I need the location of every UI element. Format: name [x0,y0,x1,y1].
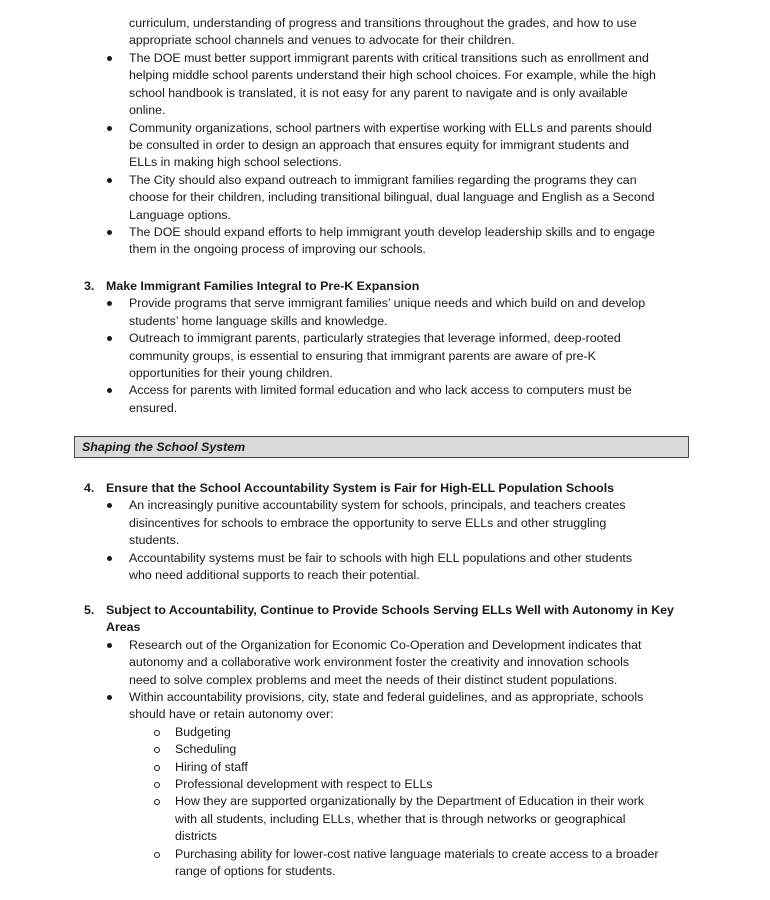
bullet-text-line: The DOE must better support immigrant parents with critical transitions such as enrollment and [129,51,649,65]
section-heading: Areas [106,620,141,635]
bullet-text-line: helping middle school parents understand their high school choices. For example, while the high [129,68,656,83]
sub-bullet-text-line: Purchasing ability for lower-cost native language materials to create access to a broader [175,846,659,861]
bullet-text-line: The City should also expand outreach to immigrant families regarding the programs they can [129,172,637,187]
bullet-text-line: need to solve complex problems and meet the needs of their distinct student populations. [129,672,618,687]
bullet-marker [107,178,112,183]
bullet-text-line: Within accountability provisions, city, state and federal guidelines, and as appropriate, schools [129,690,644,704]
bullet-text-line: community groups, is essential to ensuring that immigrant parents are aware of pre-K [129,348,596,363]
sub-bullet-text-line: range of options for students. [175,864,336,878]
bullet-marker [107,643,112,648]
section-number: 5. [84,603,95,617]
continuation-text-line: curriculum, understanding of progress and transitions throughout the grades, and how to use [129,16,637,30]
bullet-text-line: The DOE should expand efforts to help immigrant youth develop leadership skills and to engage [129,225,656,239]
section-banner-label: Shaping the School System [82,440,246,454]
bullet-marker [107,695,112,700]
bullet-text-line: choose for their children, including transitional bilingual, dual language and English as a Second [129,190,655,205]
bullet-marker [107,388,112,393]
continuation-text-line: appropriate school channels and venues to advocate for their children. [129,33,515,48]
sub-bullet-text-line: Budgeting [175,724,231,739]
sub-bullet-text-line: Hiring of staff [175,759,248,774]
bullet-text-line: Access for parents with limited formal education and who lack access to computers must be [129,383,632,398]
sub-bullet-marker [154,782,160,788]
bullet-text-line: who need additional supports to reach their potential. [129,568,420,582]
section-number: 4. [84,481,95,495]
bullet-text-line: opportunities for their young children. [129,366,333,380]
bullet-marker [107,556,112,561]
sub-bullet-marker [154,730,160,736]
section-heading: Ensure that the School Accountability System is Fair for High-ELL Population Schools [106,481,615,495]
sub-bullet-text-line: districts [175,829,217,844]
bullet-text-line: disincentives for schools to embrace the opportunity to serve ELLs and other struggling [129,515,607,530]
section-heading: Make Immigrant Families Integral to Pre-K Expansion [106,279,420,293]
bullet-text-line: Language options. [129,207,231,222]
sub-bullet-marker [154,799,160,805]
bullet-text-line: An increasingly punitive accountability system for schools, principals, and teachers creates [129,498,626,513]
sub-bullet-text-line: with all students, including ELLs, whether that is through networks or geographical [175,811,626,826]
sub-bullet-marker [154,852,160,858]
section-number: 3. [84,279,95,293]
bullet-text-line: Provide programs that serve immigrant families’ unique needs and which build on and develop [129,296,646,311]
bullet-text-line: Community organizations, school partners with expertise working with ELLs and parents should [129,120,652,135]
bullet-text-line: online. [129,103,166,118]
bullet-marker [107,126,112,131]
bullet-text-line: ensured. [129,400,178,415]
bullet-text-line: Research out of the Organization for Economic Co-Operation and Development indicates that [129,637,642,652]
sub-bullet-marker [154,747,160,753]
bullet-text-line: Outreach to immigrant parents, particularly strategies that leverage informed, deep-rooted [129,331,621,346]
bullet-marker [107,503,112,508]
sub-bullet-text-line: Scheduling [175,742,237,757]
bullet-text-line: should have or retain autonomy over: [129,707,334,722]
bullet-text-line: Accountability systems must be fair to schools with high ELL populations and other students [129,550,633,565]
bullet-marker [107,336,112,341]
sub-bullet-marker [154,765,160,771]
bullet-text-line: ELLs in making high school selections. [129,155,342,170]
bullet-text-line: be consulted in order to design an approach that ensures equity for immigrant students and [129,138,630,152]
bullet-text-line: students’ home language skills and knowledge. [129,313,388,328]
section-heading: Subject to Accountability, Continue to Provide Schools Serving ELLs Well with Autonomy in Key [106,603,674,617]
bullet-marker [107,301,112,306]
sub-bullet-text-line: How they are supported organizationally by the Department of Education in their work [175,794,645,809]
section-banner [74,436,689,458]
bullet-text-line: school handbook is translated, it is not easy for any parent to navigate and is only available [129,85,628,100]
bullet-text-line: students. [129,533,180,548]
sub-bullet-text-line: Professional development with respect to ELLs [175,777,433,791]
bullet-marker [107,56,112,61]
bullet-text-line: them in the ongoing process of improving our schools. [129,242,426,257]
bullet-text-line: autonomy and a collaborative work environment foster the creativity and innovation schools [129,655,630,670]
bullet-marker [107,230,112,235]
